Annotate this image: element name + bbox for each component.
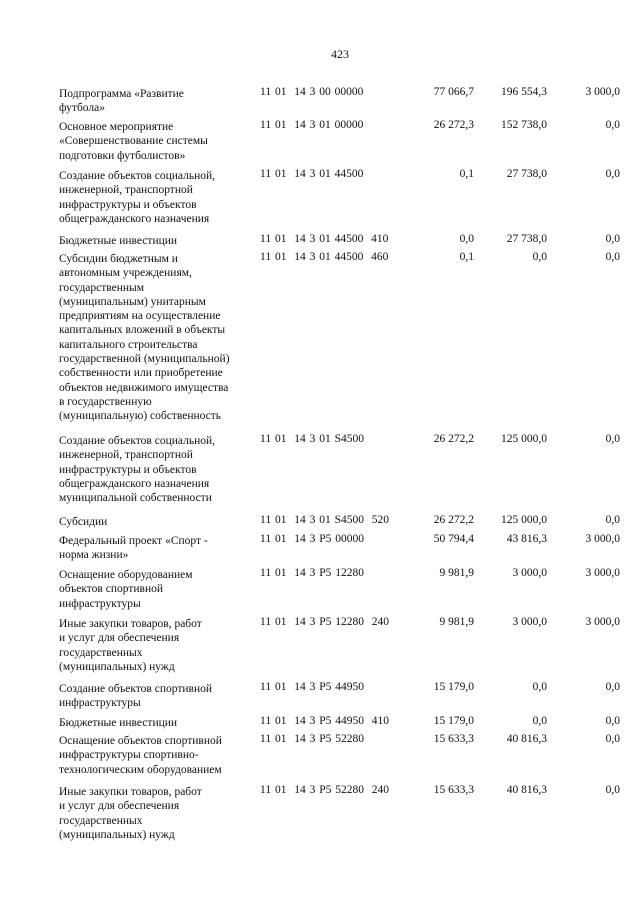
row-name: Субсидии бюджетным и автономным учреждениям, государственным (муниципальным) унитарным предприятиям на осуществление капитальных вложений в объекты капитального строительства государственной (муниципальной) собственности или приобретение объектов недвижимого имущества в государственную (муниципальную) собственность bbox=[59, 253, 230, 423]
row-value-3: 3 000,0 bbox=[585, 616, 620, 628]
row-name: Федеральный проект «Спорт - норма жизни» bbox=[59, 535, 208, 562]
row-value-3: 3 000,0 bbox=[585, 533, 620, 545]
row-name: Подпрограмма «Развитие футбола» bbox=[59, 88, 184, 115]
row-value-2: 27 738,0 bbox=[506, 168, 547, 180]
row-value-1: 9 981,9 bbox=[439, 567, 474, 579]
row-name: Иные закупки товаров, работ и услуг для обеспечения государственных (муниципальных) нужд bbox=[59, 618, 202, 673]
row-name: Иные закупки товаров, работ и услуг для обеспечения государственных (муниципальных) нужд bbox=[59, 786, 202, 841]
row-code: 11 01 14 3 P5 52280 240 bbox=[260, 784, 389, 796]
row-code: 11 01 14 3 00 00000 bbox=[260, 86, 364, 98]
row-name: Бюджетные инвестиции bbox=[59, 235, 178, 247]
row-value-2: 0,0 bbox=[532, 681, 547, 693]
row-value-2: 3 000,0 bbox=[512, 567, 547, 579]
row-code: 11 01 14 3 P5 52280 bbox=[260, 733, 364, 745]
row-value-1: 0,1 bbox=[459, 251, 474, 263]
row-code: 11 01 14 3 P5 12280 240 bbox=[260, 616, 389, 628]
row-value-2: 196 554,3 bbox=[501, 86, 547, 98]
row-value-1: 26 272,3 bbox=[433, 119, 474, 131]
row-value-1: 15 179,0 bbox=[433, 715, 474, 727]
row-value-1: 9 981,9 bbox=[439, 616, 474, 628]
row-value-2: 125 000,0 bbox=[501, 514, 547, 526]
row-value-1: 15 633,3 bbox=[433, 784, 474, 796]
row-code: 11 01 14 3 01 S4500 bbox=[260, 433, 364, 445]
row-value-1: 15 179,0 bbox=[433, 681, 474, 693]
row-value-2: 43 816,3 bbox=[506, 533, 547, 545]
row-value-3: 0,0 bbox=[605, 168, 620, 180]
row-code: 11 01 14 3 P5 12280 bbox=[260, 567, 364, 579]
row-value-3: 0,0 bbox=[605, 784, 620, 796]
row-value-3: 0,0 bbox=[605, 733, 620, 745]
row-name: Создание объектов социальной, инженерной, транспортной инфраструктуры и объектов общегражданского назначения bbox=[59, 170, 216, 225]
row-value-2: 3 000,0 bbox=[512, 616, 547, 628]
row-value-1: 0,1 bbox=[459, 168, 474, 180]
row-value-2: 40 816,3 bbox=[506, 784, 547, 796]
row-value-3: 0,0 bbox=[605, 433, 620, 445]
row-value-3: 0,0 bbox=[605, 715, 620, 727]
row-name: Основное мероприятие «Совершенствование системы подготовки футболистов» bbox=[59, 121, 208, 162]
row-name: Субсидии bbox=[59, 516, 108, 528]
row-value-3: 0,0 bbox=[605, 681, 620, 693]
row-value-3: 0,0 bbox=[605, 119, 620, 131]
row-value-3: 3 000,0 bbox=[585, 86, 620, 98]
row-value-2: 40 816,3 bbox=[506, 733, 547, 745]
row-code: 11 01 14 3 01 S4500 520 bbox=[260, 514, 389, 526]
row-value-3: 3 000,0 bbox=[585, 567, 620, 579]
row-name: Оснащение оборудованием объектов спортивной инфраструктуры bbox=[59, 569, 193, 610]
row-value-1: 26 272,2 bbox=[433, 433, 474, 445]
row-value-3: 0,0 bbox=[605, 514, 620, 526]
row-name: Бюджетные инвестиции bbox=[59, 717, 178, 729]
row-value-1: 77 066,7 bbox=[433, 86, 474, 98]
row-code: 11 01 14 3 P5 00000 bbox=[260, 533, 364, 545]
row-code: 11 01 14 3 01 44500 410 bbox=[260, 233, 389, 245]
page-number: 423 bbox=[331, 47, 349, 61]
row-name: Создание объектов спортивной инфраструктуры bbox=[59, 683, 213, 710]
row-value-1: 26 272,2 bbox=[433, 514, 474, 526]
row-value-2: 125 000,0 bbox=[501, 433, 547, 445]
row-code: 11 01 14 3 P5 44950 bbox=[260, 681, 364, 693]
row-value-1: 50 794,4 bbox=[433, 533, 474, 545]
row-name: Создание объектов социальной, инженерной, транспортной инфраструктуры и объектов общегражданского назначения муниципальной собственности bbox=[59, 435, 216, 505]
row-code: 11 01 14 3 P5 44950 410 bbox=[260, 715, 389, 727]
row-code: 11 01 14 3 01 44500 460 bbox=[260, 251, 389, 263]
row-code: 11 01 14 3 01 00000 bbox=[260, 119, 364, 131]
row-value-3: 0,0 bbox=[605, 233, 620, 245]
row-value-1: 15 633,3 bbox=[433, 733, 474, 745]
row-value-2: 0,0 bbox=[532, 251, 547, 263]
row-code: 11 01 14 3 01 44500 bbox=[260, 168, 364, 180]
row-value-1: 0,0 bbox=[459, 233, 474, 245]
row-name: Оснащение объектов спортивной инфраструктуры спортивно- технологическим оборудованием bbox=[59, 735, 222, 776]
row-value-2: 152 738,0 bbox=[501, 119, 547, 131]
row-value-2: 27 738,0 bbox=[506, 233, 547, 245]
row-value-2: 0,0 bbox=[532, 715, 547, 727]
row-value-3: 0,0 bbox=[605, 251, 620, 263]
